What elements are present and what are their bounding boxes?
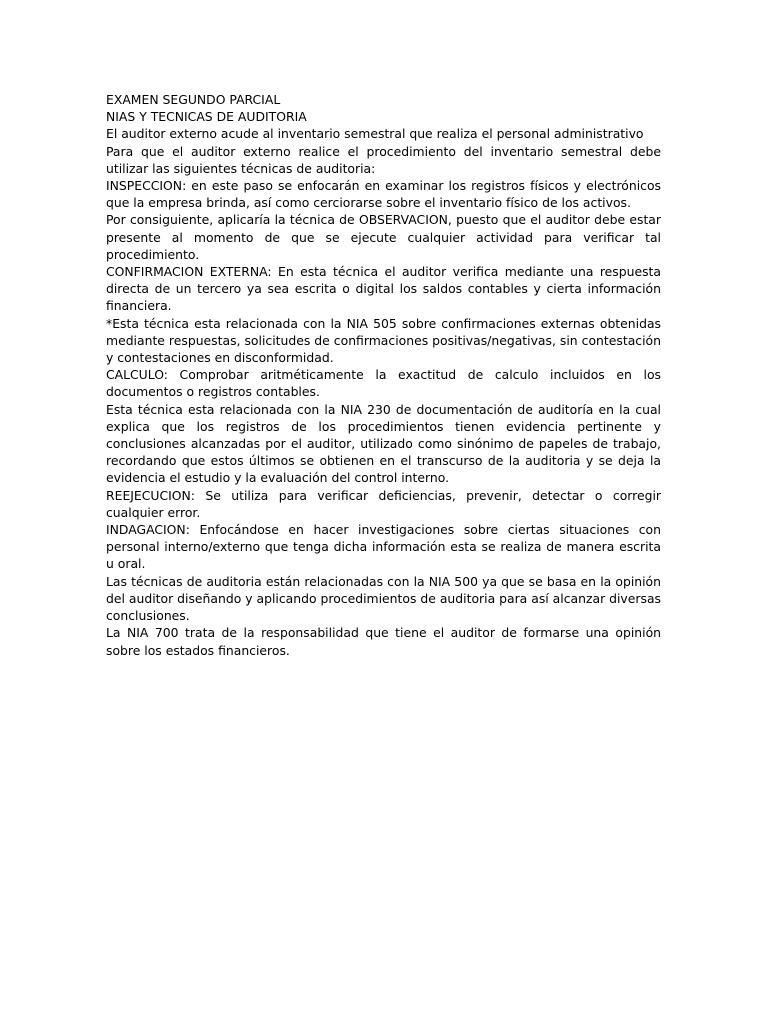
paragraph-inspeccion: INSPECCION: en este paso se enfocarán en examinar los registros físicos y electrónicos que la empresa brinda, así como cerciorarse sobre el inventario físico de los activos. xyxy=(106,178,661,211)
paragraph-nia-500: Las técnicas de auditoria están relacionadas con la NIA 500 ya que se basa en la opinión del auditor diseñando y aplicando procedimientos de auditoria para así alcanzar diversas conclusiones. xyxy=(106,573,661,624)
paragraph-confirmacion-externa: CONFIRMACION EXTERNA: En esta técnica el auditor verifica mediante una respuesta directa de un tercero ya sea escrita o digital los saldos contables y cierta información financiera. xyxy=(106,264,661,314)
paragraph-nia-230: Esta técnica esta relacionada con la NIA 230 de documentación de auditoría en la cual explica que los registros de los procedimientos tienen evidencia pertinente y conclusiones alcanzadas por el auditor, utilizado como sinónimo de papeles de trabajo, recordando que estos últimos se obtienen en el transcurso de la auditoria y se deja la evidencia el estudio y la evaluación del control interno. xyxy=(106,401,661,486)
paragraph-observacion: Por consiguiente, aplicaría la técnica de OBSERVACION, puesto que el auditor debe estar presente al momento de que se ejecute cualquier actividad para verificar tal procedimiento. xyxy=(106,212,661,262)
document-title: EXAMEN SEGUNDO PARCIAL xyxy=(106,92,281,107)
paragraph-reejecucion: REEJECUCION: Se utiliza para verificar deficiencias, prevenir, detectar o corregir cualquier error. xyxy=(106,487,661,520)
paragraph-techniques-intro: Para que el auditor externo realice el procedimiento del inventario semestral debe utilizar las siguientes técnicas de auditoria: xyxy=(106,143,661,176)
paragraph-indagacion: INDAGACION: Enfocándose en hacer investigaciones sobre ciertas situaciones con personal interno/externo que tenga dicha información esta se realiza de manera escrita u oral. xyxy=(106,522,661,572)
document-page xyxy=(106,91,661,659)
paragraph-nia-505: *Esta técnica esta relacionada con la NIA 505 sobre confirmaciones externas obtenidas mediante respuestas, solicitudes de confirmaciones positivas/negativas, sin contestación y contestaciones en disconformidad. xyxy=(106,315,661,366)
paragraph-intro: El auditor externo acude al inventario semestral que realiza el personal administrativo xyxy=(106,126,644,142)
paragraph-nia-700: La NIA 700 trata de la responsabilidad que tiene el auditor de formarse una opinión sobre los estados financieros. xyxy=(106,625,661,658)
document-subtitle: NIAS Y TECNICAS DE AUDITORIA xyxy=(106,109,307,125)
paragraph-calculo: CALCULO: Comprobar aritméticamente la exactitud de calculo incluidos en los documentos o registros contables. xyxy=(106,367,661,400)
